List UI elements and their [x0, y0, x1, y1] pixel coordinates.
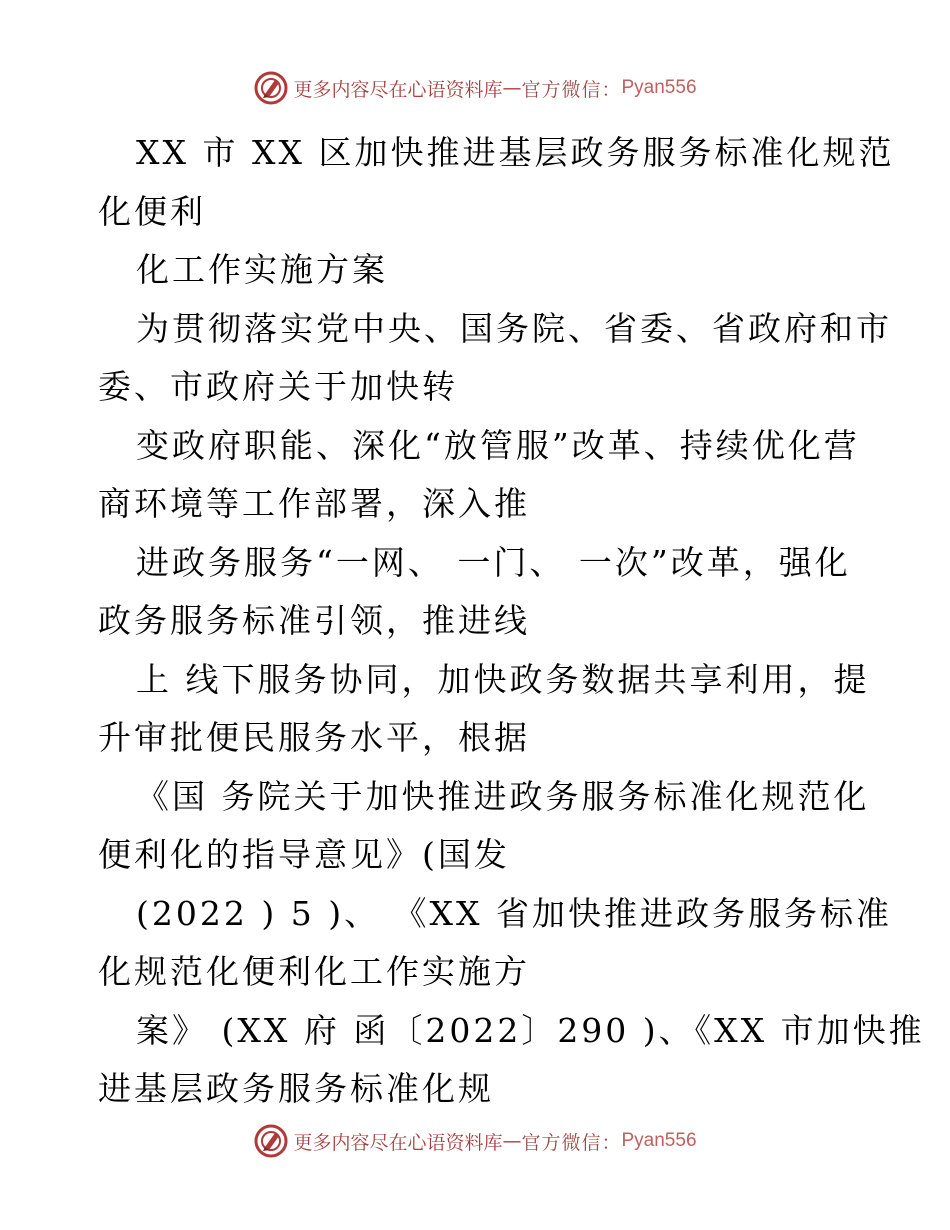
- watermark-wechat-id: Pyan556: [621, 1130, 697, 1151]
- text-line: XX 市 XX 区加快推进基层政务服务标准化规范: [136, 133, 895, 172]
- watermark-dash: —: [502, 77, 522, 99]
- text-line: 化工作实施方案: [136, 250, 388, 289]
- text-line: 为贯彻落实党中央、国务院、省委、省政府和市: [136, 308, 892, 348]
- text-line: 进基层政务服务标准化规: [98, 1069, 494, 1108]
- pen-nib-logo-icon: [253, 1123, 289, 1159]
- watermark-dash: —: [502, 1130, 522, 1152]
- text-line: 委、市政府关于加快转: [98, 367, 458, 406]
- text-line: 便利化的指导意见》(国发: [98, 835, 510, 874]
- text-line: 变政府职能、深化“放管服”改革、持续优化营: [136, 425, 860, 465]
- text-line: 商环境等工作部署，深入推: [98, 484, 530, 523]
- text-line: 升审批便民服务水平，根据: [98, 718, 530, 757]
- text-line: (2022 ) 5 )、 《XX 省加快推进政务服务标准: [136, 893, 893, 933]
- watermark-wechat-label: 官方微信：: [521, 78, 622, 101]
- text-line: 《国 务院关于加快推进政务服务标准化规范化: [136, 776, 870, 816]
- text-line: 化规范化便利化工作实施方: [98, 952, 530, 991]
- footer-watermark: [0, 1123, 950, 1159]
- watermark-site-name: 更多内容尽在心语资料库: [293, 78, 503, 101]
- watermark-wechat-id: Pyan556: [621, 77, 697, 98]
- text-line: 进政务服务“一网、 一门、 一次”改革，强化: [136, 542, 851, 582]
- header-watermark: [0, 70, 950, 106]
- text-line: 案》 (XX 府 函〔2022〕290 )、《XX 市加快推: [136, 1010, 925, 1050]
- watermark-wechat-label: 官方微信：: [521, 1131, 622, 1154]
- text-line: 上 线下服务协同，加快政务数据共享利用，提: [136, 659, 870, 699]
- pen-nib-logo-icon: [253, 70, 289, 106]
- text-line: 化便利: [98, 191, 206, 231]
- text-line: 政务服务标准引领，推进线: [98, 601, 530, 640]
- document-body: [98, 124, 925, 1119]
- watermark-site-name: 更多内容尽在心语资料库: [293, 1131, 503, 1154]
